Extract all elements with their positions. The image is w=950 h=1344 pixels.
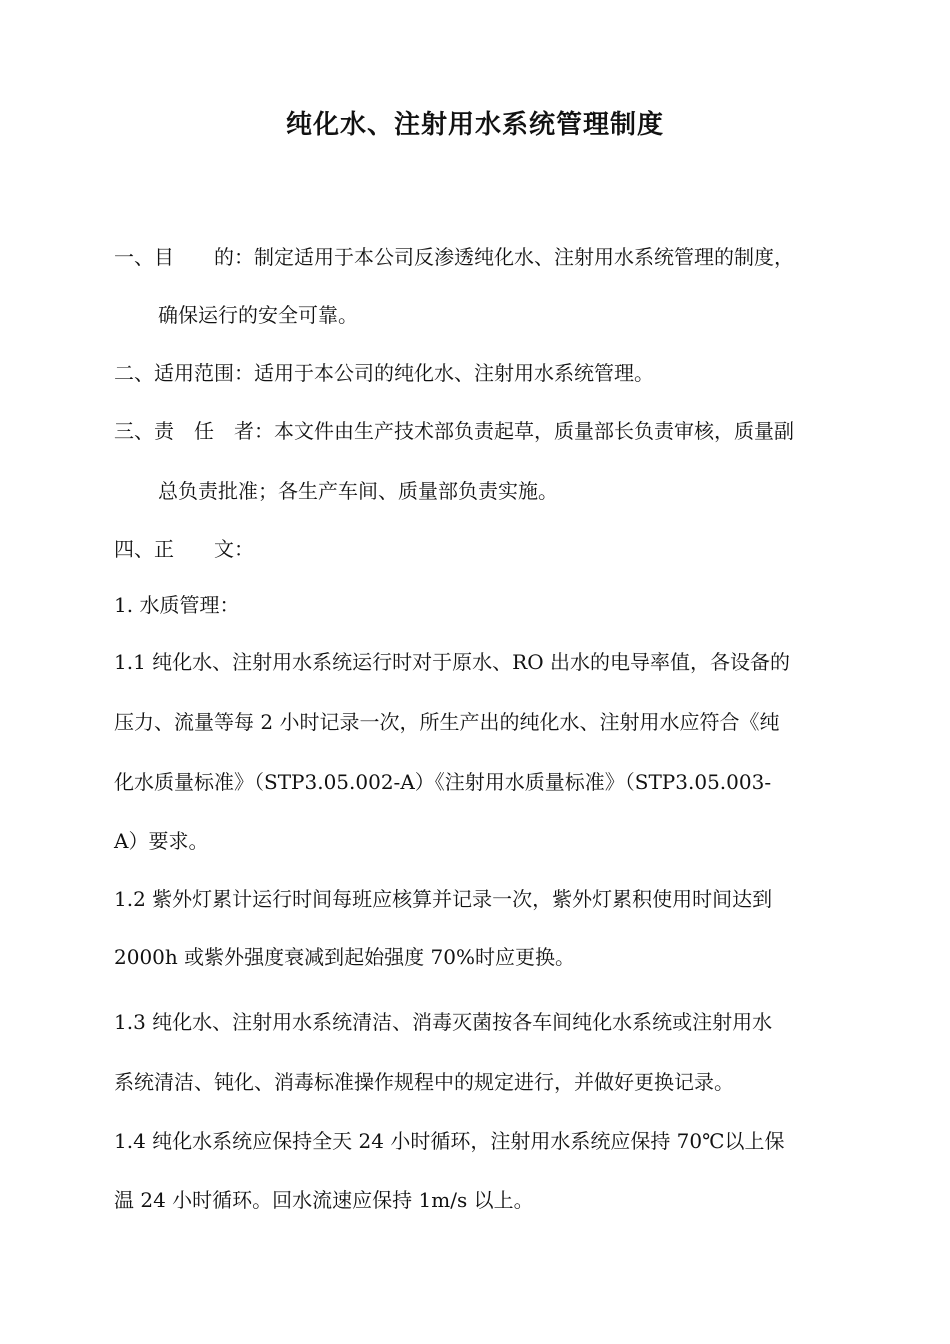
section-label: 三、责 任 者： [114,419,274,443]
paragraph-line: 系统清洁、钝化、消毒标准操作规程中的规定进行，并做好更换记录。 [114,1070,734,1094]
paragraph-line: 化水质量标准》（STP3.05.002-A）《注射用水质量标准》（STP3.05.003- [114,770,772,794]
section-text: 本文件由生产技术部负责起草，质量部长负责审核，质量副 [274,419,794,443]
paragraph-line: 1.2 紫外灯累计运行时间每班应核算并记录一次，紫外灯累积使用时间达到 [114,887,773,911]
section-text: 适用于本公司的纯化水、注射用水系统管理。 [254,361,654,385]
section-purpose [114,243,874,271]
section-scope [114,359,874,387]
paragraph-line: 1.4 纯化水系统应保持全天 24 小时循环，注射用水系统应保持 70℃以上保 [114,1129,785,1153]
paragraph-line: 1.3 纯化水、注射用水系统清洁、消毒灭菌按各车间纯化水系统或注射用水 [114,1010,773,1034]
section-label: 二、适用范围： [114,361,254,385]
section-text-continued: 总负责批准；各生产车间、质量部负责实施。 [158,479,558,503]
section-body-label: 四、正 文： [114,537,254,561]
section-label: 一、目 的： [114,245,254,269]
paragraph-line: 2000h 或紫外强度衰减到起始强度 70%时应更换。 [114,945,575,969]
section-text: 制定适用于本公司反渗透纯化水、注射用水系统管理的制度， [254,245,794,269]
section-text-continued: 确保运行的安全可靠。 [158,303,358,327]
paragraph-line: 温 24 小时循环。回水流速应保持 1m/s 以上。 [114,1188,534,1212]
section-responsible [114,417,874,445]
page-title: 纯化水、注射用水系统管理制度 [285,110,664,140]
body-heading: 1. 水质管理： [114,593,240,617]
paragraph-line: 压力、流量等每 2 小时记录一次，所生产出的纯化水、注射用水应符合《纯 [114,710,780,734]
paragraph-line: 1.1 纯化水、注射用水系统运行时对于原水、RO 出水的电导率值，各设备的 [114,650,790,674]
paragraph-line: A）要求。 [114,829,209,853]
